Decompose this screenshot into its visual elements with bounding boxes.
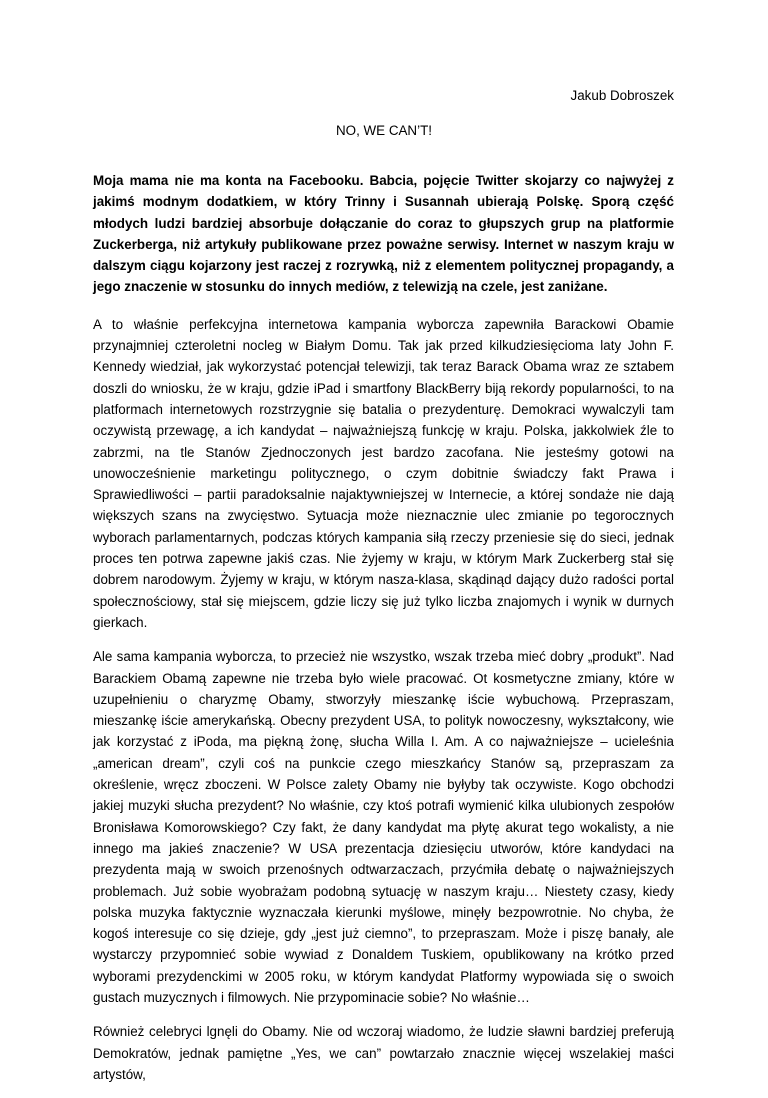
lead-paragraph: Moja mama nie ma konta na Facebooku. Babcia, pojęcie Twitter skojarzy co najwyżej z jakimś modnym dodatkiem, w który Trinny i Susannah ubierają Polskę. Sporą część młodych ludzi bardziej absorbuje dołączanie do coraz to głupszych grup na platformie Zuckerberga, niż artykuły publikowane przez poważne serwisy. Internet w naszym kraju w dalszym ciągu kojarzony jest raczej z rozrywką, niż z elementem politycznej propagandy, a jego znaczenie w stosunku do innych mediów, z telewizją na czele, jest zaniżane.	[93, 173, 674, 295]
author-name: Jakub Dobroszek	[570, 88, 674, 103]
article-title: NO, WE CAN’T!	[336, 123, 432, 138]
body-paragraph: Ale sama kampania wyborcza, to przecież nie wszystko, wszak trzeba mieć dobry „produkt”. Nad Barackiem Obamą zapewne nie trzeba było wiele pracować. Ot kosmetyczne zmiany, które w uzupełnieniu o charyzmę Obamy, stworzyły mieszankę iście wybuchową. Przepraszam, mieszankę iście amerykańską. Obecny prezydent USA, to polityk nowoczesny, wykształcony, wie jak korzystać z iPoda, ma piękną żonę, słucha Willa I. Am. A co najważniejsze – ucieleśnia „american dream”, czyli coś na punkcie czego mieszkańcy Stanów są, przepraszam za określenie, wręcz zboczeni. W Polsce zalety Obamy nie byłyby tak oczywiste. Kogo obchodzi jakiej muzyki słucha prezydent? No właśnie, czy ktoś potrafi wymienić kilka ulubionych zespołów Bronisława Komorowskiego? Czy fakt, że dany kandydat ma płytę akurat tego wokalisty, a nie innego ma jakieś znaczenie? W USA prezentacja dziesięciu utworów, które kandydaci na prezydenta mają w swoich przenośnych odtwarzaczach, przyćmiła debatę o najważniejszych problemach. Już sobie wyobrażam podobną sytuację w naszym kraju… Niestety czasy, kiedy polska muzyka faktycznie wyznaczała kierunki myślowe, minęły bezpowrotnie. No chyba, że kogoś interesuje co się dzieje, gdy „jest już ciemno”, to przepraszam. Może i piszę banały, ale wystarczy przypomnieć sobie wywiad z Donaldem Tuskiem, opublikowany na krótko przed wyborami prezydenckimi w 2005 roku, w którym kandydat Platformy wypowiada się o swoich gustach muzycznych i filmowych. Nie przypominacie sobie? No właśnie…	[93, 649, 674, 1005]
article-body	[93, 170, 674, 1098]
body-paragraph: Również celebryci lgnęli do Obamy. Nie od wczoraj wiadomo, że ludzie sławni bardziej preferują Demokratów, jednak pamiętne „Yes, we can” powtarzało znacznie więcej wszelakiej maści artystów,	[93, 1024, 674, 1082]
body-paragraph: A to właśnie perfekcyjna internetowa kampania wyborcza zapewniła Barackowi Obamie przynajmniej czteroletni nocleg w Białym Domu. Tak jak przed kilkudziesięcioma laty John F. Kennedy wiedział, jak wykorzystać potencjał telewizji, tak teraz Barack Obama wraz ze sztabem doszli do wniosku, że w kraju, gdzie iPad i smartfony BlackBerry biją rekordy popularności, to na platformach internetowych rozstrzygnie się batalia o prezydenturę. Demokraci wywalczyli tam oczywistą przewagę, a ich kandydat – najważniejszą funkcję w kraju. Polska, jakkolwiek źle to zabrzmi, na tle Stanów Zjednoczonych jest bardzo zacofana. Nie jesteśmy gotowi na unowocześnienie marketingu politycznego, o czym dobitnie świadczy fakt Prawa i Sprawiedliwości – partii paradoksalnie najaktywniejszej w Internecie, a której sondaże nie dają większych szans na zwycięstwo. Sytuacja może nieznacznie ulec zmianie po tegorocznych wyborach parlamentarnych, podczas których kampania siłą rzeczy przeniesie się do sieci, jednak proces ten potrwa zapewne jakiś czas. Nie żyjemy w kraju, w którym Mark Zuckerberg stał się dobrem narodowym. Żyjemy w kraju, w którym nasza-klasa, skądinąd dający dużo radości portal społecznościowy, stał się miejscem, gdzie liczy się już tylko liczba znajomych i wynik w durnych gierkach.	[93, 316, 674, 630]
